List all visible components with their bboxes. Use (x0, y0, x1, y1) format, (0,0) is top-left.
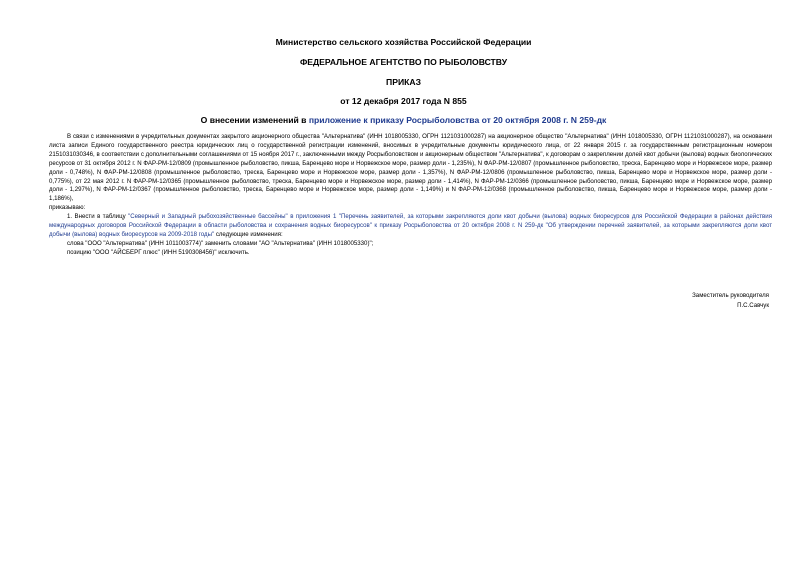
intro-paragraph: В связи с изменениями в учредительных документах закрытого акционерного общества "Альтернатива" (ИНН 1018005330, ОГРН 1121031000287) на акционерное общество "Альтернатива" (ИНН 1018005330, ОГРН 1121031000287), на основании листа записи Единого государственного реестра юридических лиц о государственной регистрации изменений, вносимых в учредительные документы юридического лица, от 22 января 2015 г. за государственным регистрационным номером 2151031030346, в соответствии с дополнительными соглашениями от 15 ноября 2017 г., заключенными между Росрыболовством и акционерным обществом "Альтернатива", к договорам о закреплении долей квот добычи (вылова) водных биологических ресурсов от 31 октября 2012 г. N ФАР-РМ-12/0809 (промышленное рыболовство, пикша, Баренцево море и Норвежское море, размер доли - 1,235%), N ФАР-РМ-12/0807 (промышленное рыболовство, треска, Баренцево море и Норвежское море, размер доли - 0,748%), N ФАР-РМ-12/0808 (промышленное рыболовство, треска, Баренцево море и Норвежское море, размер доли - 1,357%), N ФАР-РМ-12/0806 (промышленное рыболовство, пикша, Баренцево море и Норвежское море, размер доли - 0,775%), от 22 мая 2012 г. N ФАР-РМ-12/0365 (промышленное рыболовство, треска, Баренцево море и Норвежское море, размер доли - 1,414%), N ФАР-РМ-12/0366 (промышленное рыболовство, пикша, Баренцево море и Норвежское море, размер доли - 1,297%), N ФАР-РМ-12/0367 (промышленное рыболовство, треска, Баренцево море и Норвежское море, размер доли - 1,149%) и N ФАР-РМ-12/0368 (промышленное рыболовство, пикша, Баренцево море и Норвежское море, размер доли - 1,186%), (49, 133, 772, 203)
subject-prefix: О внесении изменений в (200, 115, 309, 125)
date-number-heading: от 12 декабря 2017 года N 855 (340, 96, 467, 106)
item-1-suffix: следующие изменения: (214, 230, 283, 238)
subject-heading (0, 115, 807, 125)
item-1-paragraph (49, 213, 772, 240)
document-body (49, 133, 772, 258)
ministry-heading: Министерство сельского хозяйства Российской Федерации (275, 37, 532, 47)
subject-link[interactable]: приложение к приказу Росрыболовства от 20 октября 2008 г. N 259-дк (308, 115, 607, 125)
item-1-link[interactable]: "Северный и Западный рыбохозяйственные бассейны" в приложения 1 "Перечень заявителей, за которыми закрепляются доли квот добычи (вылова) водных биоресурсов для Российской Федерации в районах действия международных договоров Российской Федерации в области рыболовства и сохранения водных биоресурсов" к приказу Росрыболовства от 20 октября 2008 г. N 259-дк "Об утверждении перечней заявителей, за которыми закрепляются доли квот добычи (вылова) водных биоресурсов на 2009-2018 годы" (49, 213, 772, 238)
change-2-paragraph: позицию "ООО "АЙСБЕРГ плюс" (ИНН 5190308456)" исключить. (67, 248, 250, 256)
signature-position: Заместитель руководителя (692, 292, 769, 299)
order-word: приказываю: (49, 204, 86, 212)
agency-heading: ФЕДЕРАЛЬНОЕ АГЕНТСТВО ПО РЫБОЛОВСТВУ (299, 57, 508, 67)
signature-name: П.С.Савчук (737, 302, 769, 309)
item-1-prefix: 1. Внести в таблицу (67, 213, 129, 221)
change-1-paragraph: слова "ООО "Альтернатива" (ИНН 1011003774)" заменить словами "АО "Альтернатива" (ИНН 1018005330)"; (67, 239, 374, 247)
doc-type-heading: ПРИКАЗ (386, 77, 421, 87)
